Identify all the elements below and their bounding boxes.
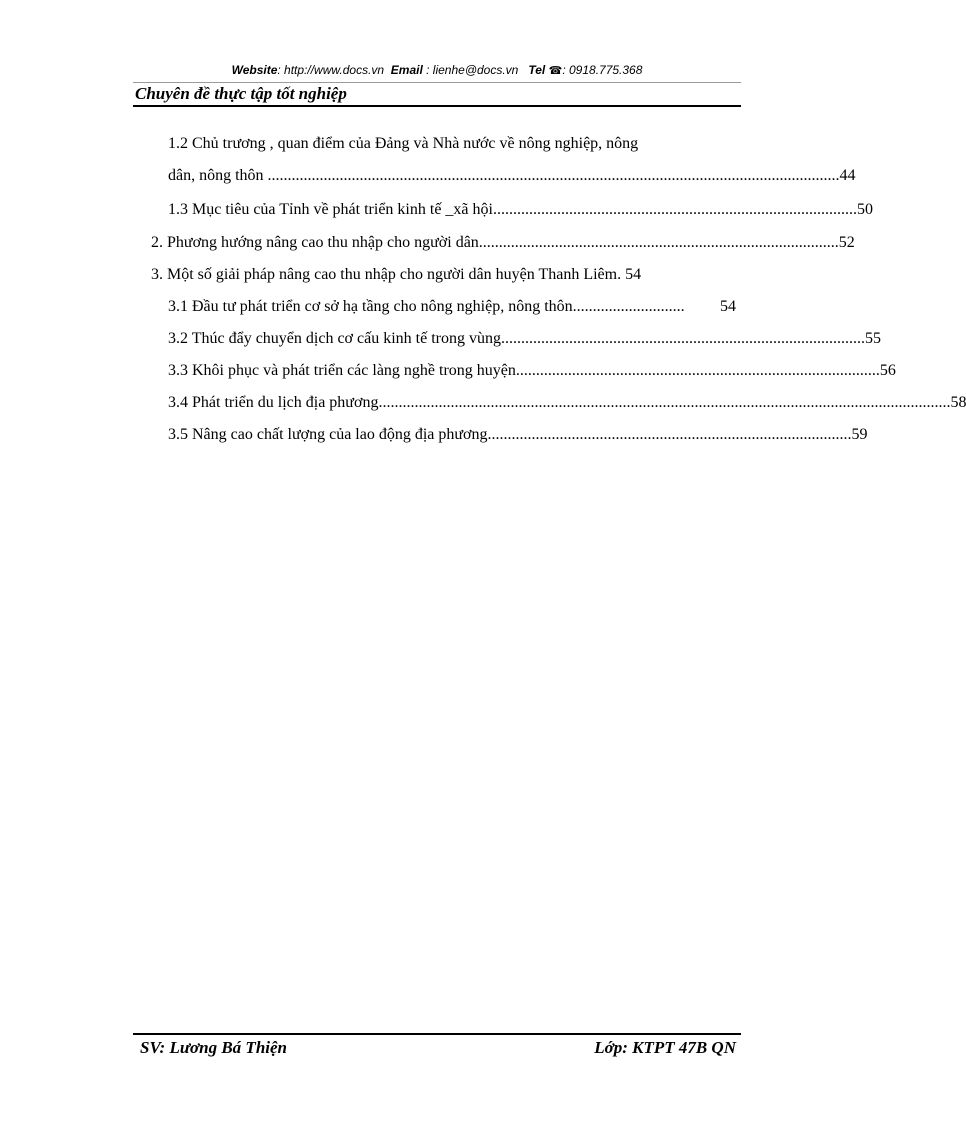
toc-page-number: 59	[851, 426, 868, 443]
toc-entry-3-2	[168, 323, 881, 355]
toc-entry-3-3	[168, 355, 896, 387]
toc-entry-text: 3.4 Phát triển du lịch địa phương.	[168, 394, 383, 411]
toc-entry-2	[151, 227, 855, 259]
toc-page-number: 52	[838, 234, 855, 251]
tel-number: : 0918.775.368	[562, 63, 643, 77]
toc-page-number: 58	[950, 394, 966, 411]
toc-leader-dots: ..........................................................................................	[496, 201, 857, 218]
email-label: Email	[390, 63, 423, 77]
footer-divider	[133, 1033, 741, 1035]
toc-entry-3	[151, 259, 736, 291]
toc-leader-dots: ..........................................................................................	[504, 330, 865, 347]
toc-entry-3-5	[168, 419, 868, 451]
website-link[interactable]: : http://www.docs.vn	[277, 63, 385, 77]
toc-entry-1-2	[168, 128, 734, 160]
toc-entry-text: 3.1 Đầu tư phát triển cơ sở hạ tầng cho nông nghiệp, nông thôn.	[168, 298, 577, 315]
toc-entry-3-4	[168, 387, 966, 419]
student-name: SV: Lương Bá Thiện	[140, 1038, 287, 1057]
toc-leader-dots: ..........................................................................................	[519, 362, 880, 379]
tel-label: Tel	[528, 63, 546, 77]
toc-entry-text: 3.5 Nâng cao chất lượng của lao động địa phương.	[168, 426, 492, 443]
contact-line	[133, 63, 741, 77]
toc-page-number: 54	[720, 298, 736, 315]
header-divider	[133, 105, 741, 107]
toc-entry-text: 1.2 Chủ trương , quan điểm của Đảng và Nhà nước về nông nghiệp, nông	[168, 135, 639, 152]
document-header-title: Chuyên đề thực tập tốt nghiệp	[135, 84, 347, 103]
toc-entry-text: 3.2 Thúc đẩy chuyển dịch cơ cấu kinh tế trong vùng.	[168, 330, 505, 347]
toc-page-number: 50	[856, 201, 873, 218]
toc-entry-text: 3. Một số giải pháp nâng cao thu nhập cho người dân huyện Thanh Liêm. 54	[151, 266, 642, 283]
email-link[interactable]: : lienhe@docs.vn	[426, 63, 519, 77]
toc-entry-text: 2. Phương hướng nâng cao thu nhập cho người dân	[151, 234, 479, 251]
document-footer	[140, 1038, 736, 1058]
toc-page-number: 55	[864, 330, 881, 347]
toc-leader-dots: ...........................	[576, 298, 685, 315]
header-thin-divider	[133, 82, 741, 83]
toc-page-number: 44	[839, 167, 856, 184]
toc-entry-1-3	[168, 194, 873, 226]
website-label: Website	[231, 63, 278, 77]
toc-entry-text: 1.3 Mục tiêu của Tỉnh về phát triển kinh tế _xã hội.	[168, 201, 497, 218]
toc-leader-dots: ..........................................................................................	[478, 234, 839, 251]
toc-leader-dots: ..............................................................................................................................................	[382, 394, 951, 411]
class-name: Lớp: KTPT 47B QN	[594, 1038, 736, 1057]
toc-leader-dots: ..............................................................................................................................................	[271, 167, 840, 184]
toc-page-number: 56	[879, 362, 896, 379]
toc-entry-text: 3.3 Khôi phục và phát triển các làng nghề trong huyện.	[168, 362, 520, 379]
toc-leader-dots: ..........................................................................................	[491, 426, 852, 443]
toc-entry-3-1	[168, 291, 736, 323]
toc-entry-text: dân, nông thôn .	[168, 167, 272, 184]
phone-icon: ☎	[548, 65, 563, 77]
toc-entry-1-2-cont	[168, 160, 856, 192]
